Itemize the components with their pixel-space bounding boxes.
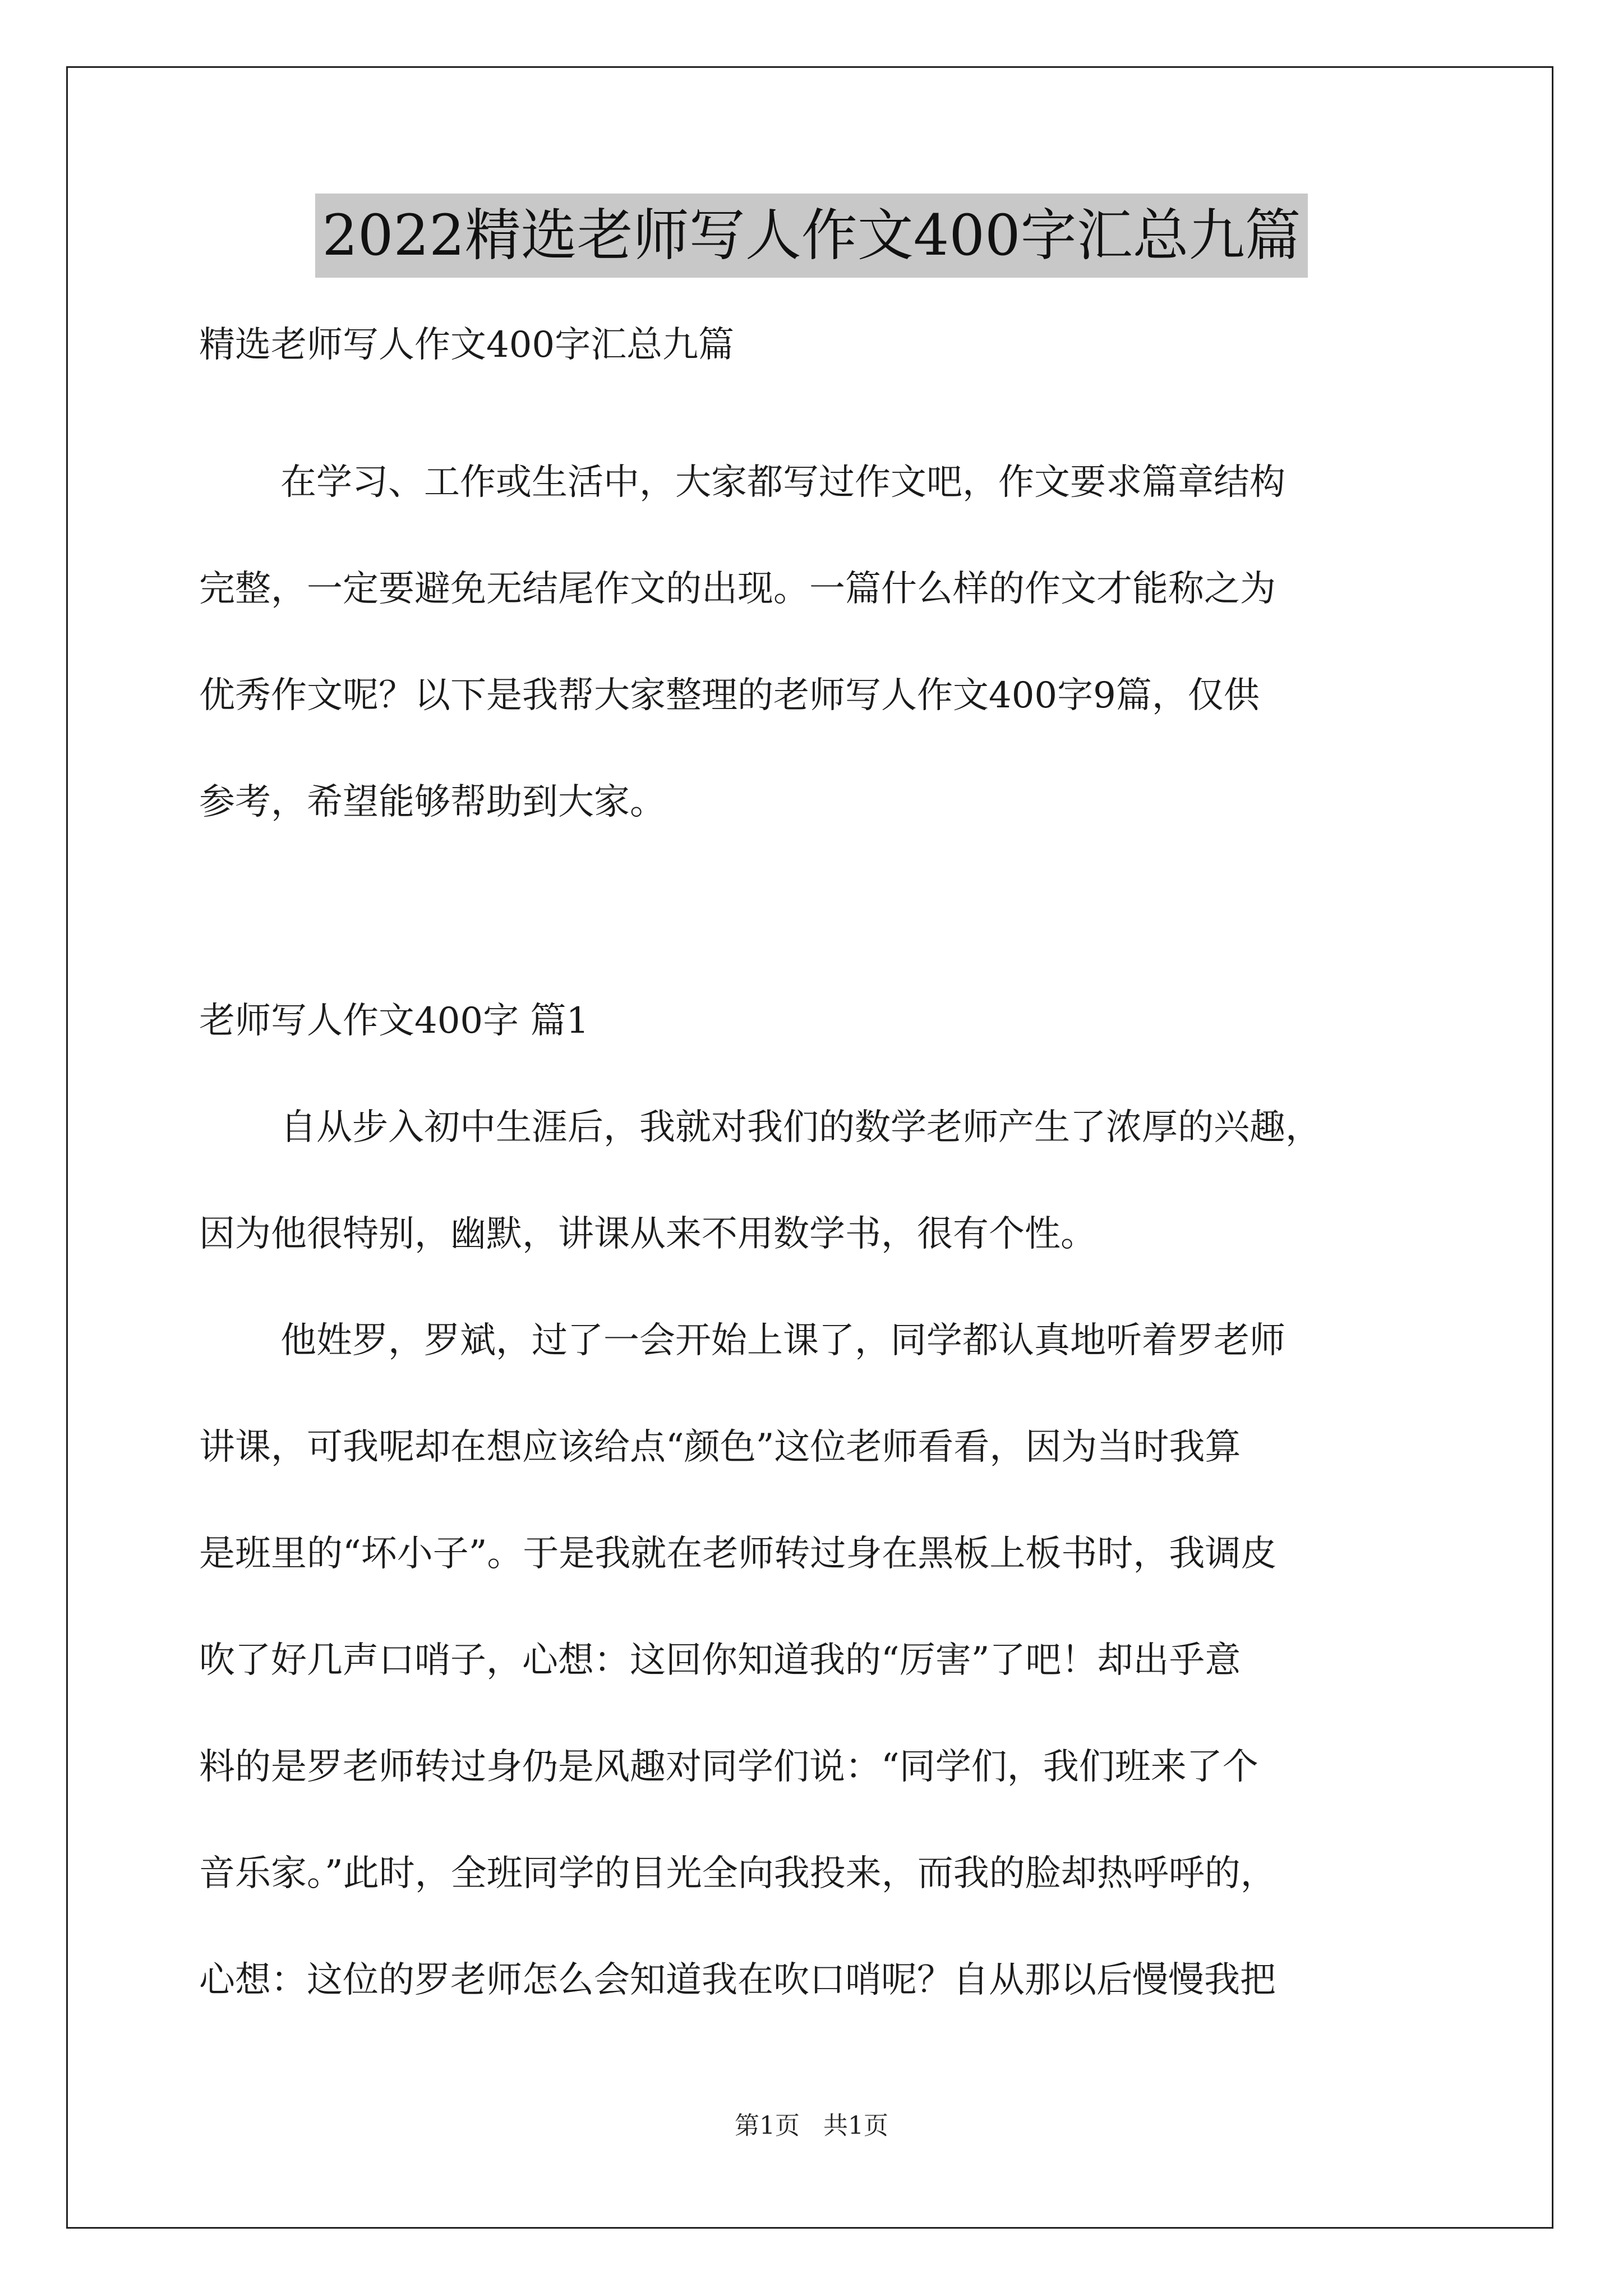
- paragraph-line: 自从步入初中生涯后，我就对我们的数学老师产生了浓厚的兴趣，: [280, 1107, 1321, 1148]
- title-container: [0, 194, 1623, 278]
- paragraph-line: 心想：这位的罗老师怎么会知道我在吹口哨呢？自从那以后慢慢我把: [199, 1959, 1276, 2001]
- intro-line: 参考，希望能够帮助到大家。: [199, 781, 666, 823]
- page-number: 第1页: [735, 2111, 800, 2140]
- paragraph-line: 讲课，可我呢却在想应该给点“颜色”这位老师看看，因为当时我算: [199, 1427, 1241, 1468]
- intro-line: 在学习、工作或生活中，大家都写过作文吧，作文要求篇章结构: [280, 462, 1285, 503]
- paragraph-line: 料的是罗老师转过身仍是风趣对同学们说：“同学们，我们班来了个: [199, 1746, 1258, 1788]
- paragraph-line: 他姓罗，罗斌，过了一会开始上课了，同学都认真地听着罗老师: [280, 1320, 1285, 1361]
- document-title: 2022精选老师写人作文400字汇总九篇: [315, 194, 1307, 278]
- section-heading: 老师写人作文400字 篇1: [199, 1000, 589, 1042]
- paragraph-line: 因为他很特别，幽默，讲课从来不用数学书，很有个性。: [199, 1213, 1096, 1255]
- paragraph-line: 是班里的“坏小子”。于是我就在老师转过身在黑板上板书时，我调皮: [199, 1533, 1277, 1575]
- intro-line: 完整，一定要避免无结尾作文的出现。一篇什么样的作文才能称之为: [199, 568, 1276, 610]
- paragraph-line: 吹了好几声口哨子，心想：这回你知道我的“厉害”了吧！却出乎意: [199, 1640, 1241, 1681]
- page-total: 共1页: [823, 2111, 888, 2140]
- document-subtitle: 精选老师写人作文400字汇总九篇: [199, 324, 735, 366]
- intro-line: 优秀作文呢？以下是我帮大家整理的老师写人作文400字9篇，仅供: [199, 675, 1260, 716]
- page-footer: [0, 2109, 1623, 2143]
- paragraph-line: 音乐家。”此时，全班同学的目光全向我投来，而我的脸却热呼呼的，: [199, 1853, 1276, 1894]
